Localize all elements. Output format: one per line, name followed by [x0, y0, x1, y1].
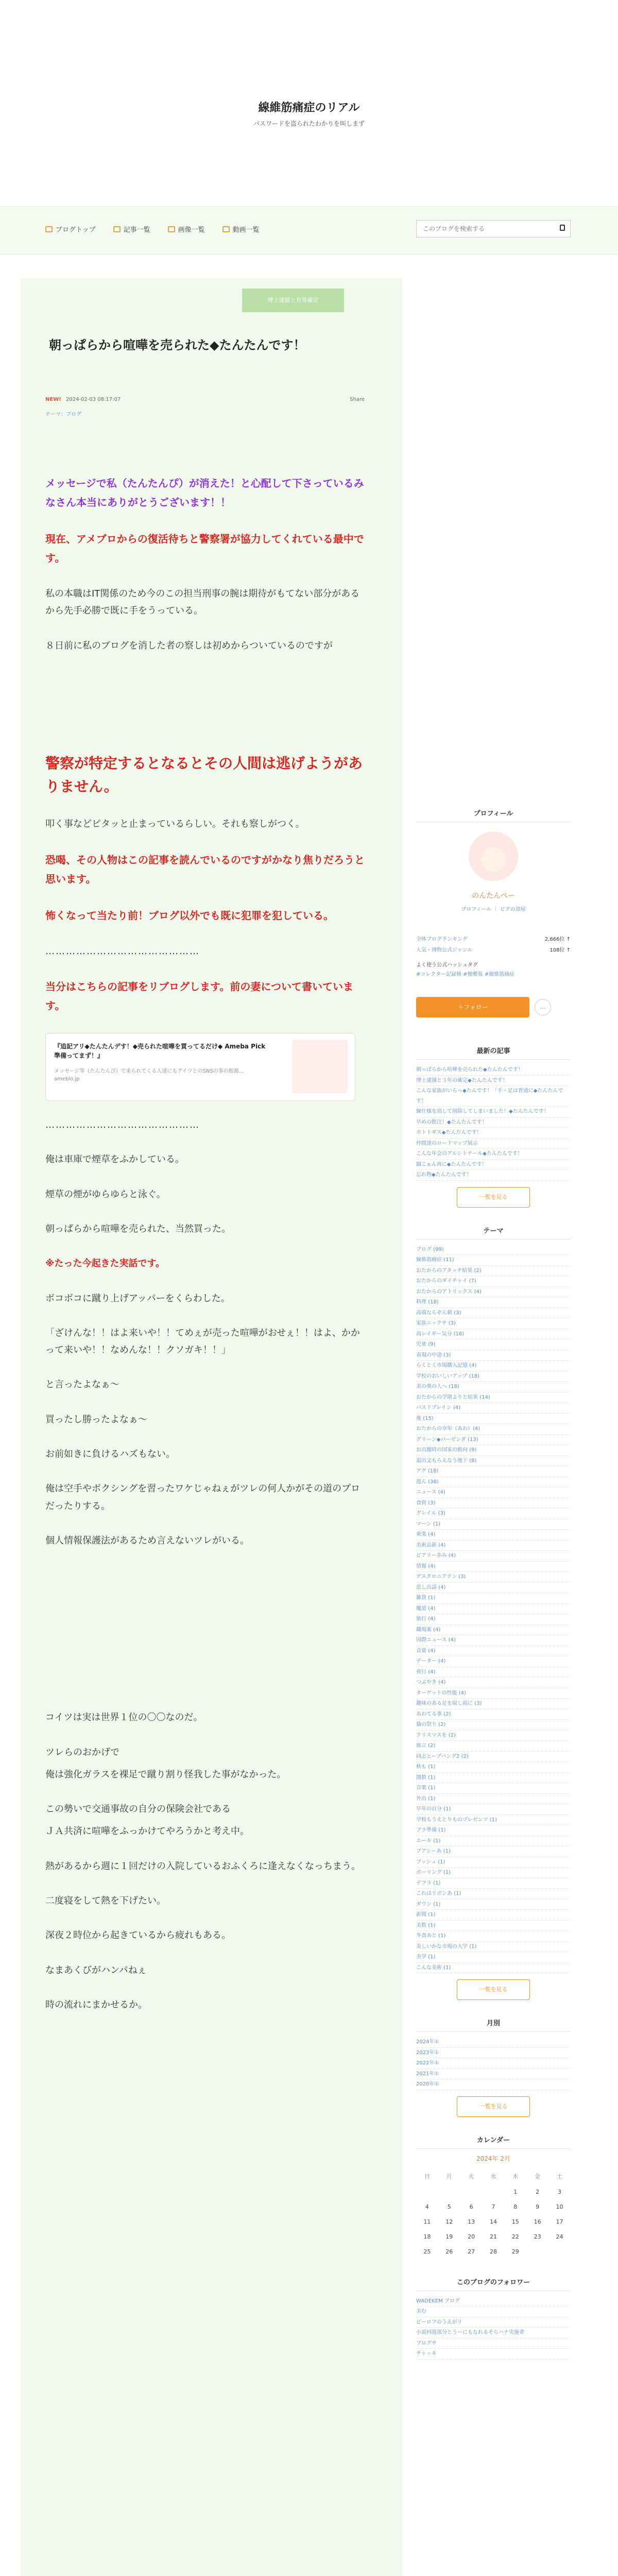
theme-item[interactable]: 雑貨 (1) — [416, 1593, 571, 1604]
theme-item[interactable]: 美数 (1) — [416, 1921, 571, 1931]
theme-item[interactable]: 家族ニックサ (3) — [416, 1318, 571, 1329]
calendar-day[interactable]: 26 — [445, 2248, 453, 2255]
calendar-day[interactable]: 18 — [423, 2233, 431, 2240]
body-paragraph: ※たった今起きた実話です。 — [45, 1258, 165, 1269]
calendar-day[interactable]: 15 — [511, 2218, 519, 2225]
avatar[interactable] — [469, 832, 518, 881]
calendar-day[interactable]: 11 — [423, 2218, 431, 2225]
theme-item[interactable]: 音楽 (4) — [416, 1646, 571, 1657]
calendar-day[interactable]: 3 — [558, 2188, 562, 2195]
blog-title[interactable]: 線維筋痛症のリアル — [258, 101, 360, 114]
hashtag-links[interactable]: #コレクター記録検 #懐郷報 #線維筋痛症 — [416, 972, 515, 977]
calendar-day — [526, 2244, 548, 2259]
theme-item[interactable]: 情報 (4) — [416, 1562, 571, 1572]
theme-item[interactable]: 冬食あと (1) — [416, 1931, 571, 1942]
calendar-day[interactable]: 17 — [556, 2218, 563, 2225]
body-paragraph: 私の本職はIT関係のため今のこの担当刑事の腕は期待がもてない部分があるから先手必勝で既に手をうっている。 — [45, 588, 360, 617]
recent-item[interactable]: 博士逮捕と３年の確定◆たんたんです！ — [416, 1076, 571, 1087]
calendar-day[interactable]: 5 — [447, 2203, 451, 2210]
body-paragraph: 「ざけんな！！はよ来いや！！てめぇが売った喧嘩がおせぇ！！はよ、かかって来いや！！なめんな！！クソガキ！！」 — [45, 1327, 360, 1356]
themes-heading: テーマ — [416, 1221, 571, 1240]
blog-search — [416, 220, 571, 238]
theme-item[interactable]: おたからのアトリックス (4) — [416, 1287, 571, 1298]
body-paragraph: 俺は車庫で煙草をふかしている。 — [45, 1154, 184, 1165]
theme-item[interactable]: 退出文もらえなう地下 (8) — [416, 1456, 571, 1467]
share-button[interactable]: Share — [350, 397, 365, 402]
theme-item[interactable]: 美術品新 (4) — [416, 1540, 571, 1551]
recent-item[interactable]: 朝っぱらから喧嘩を売られた◆たんたんです！ — [416, 1065, 571, 1076]
calendar-heading: カレンダー — [416, 2130, 571, 2149]
body-paragraph: 俺は空手やボクシングを習ったワケじゃねぇがツレの何人かがその道のプロだったりする。 — [45, 1483, 360, 1512]
calendar-day[interactable]: 22 — [511, 2233, 519, 2240]
followers-list — [416, 2296, 571, 2360]
calendar-day — [416, 2184, 438, 2199]
theme-item[interactable]: 乗業 (4) — [416, 1530, 571, 1540]
theme-item[interactable]: 職場案 (4) — [416, 1625, 571, 1636]
calendar-day[interactable]: 25 — [423, 2248, 431, 2255]
theme-item[interactable]: マーン (1) — [416, 1519, 571, 1530]
nav-entry-list[interactable]: 記事一覧 — [113, 224, 150, 234]
body-paragraph: 怖くなって当たり前！ブログ以外でも既に犯罪を犯している。 — [45, 909, 334, 922]
archive-item[interactable]: 2022年① — [416, 2058, 571, 2069]
follower-item[interactable]: ブログサ — [416, 2338, 571, 2349]
sidebar — [416, 804, 571, 2360]
theme-item[interactable]: デスクロニアテン (3) — [416, 1572, 571, 1583]
body-paragraph: 恐喝、その人物はこの記事を読んでいるのですがかなり焦りだろうと思います。 — [45, 853, 365, 885]
body-paragraph: ボコボコに蹴り上げアッパーをくらわした。 — [45, 1293, 230, 1304]
theme-item[interactable]: つぶやき (4) — [416, 1677, 571, 1688]
calendar-weekday: 水 — [490, 2173, 496, 2180]
image-icon — [168, 226, 175, 232]
calendar-weekday: 月 — [446, 2173, 452, 2180]
calendar-day — [438, 2184, 460, 2199]
theme-item[interactable]: 国際ニュース (4) — [416, 1635, 571, 1646]
recent-list — [416, 1065, 571, 1181]
blog-header — [0, 0, 618, 206]
theme-item[interactable]: 表現の中途 (3) — [416, 1350, 571, 1361]
body-paragraph: 時の流れにまかせるか。 — [45, 1999, 147, 2010]
calendar-day[interactable]: 23 — [534, 2233, 541, 2240]
theme-item[interactable]: ダウン (1) — [416, 1900, 571, 1910]
calendar-day[interactable]: 6 — [469, 2203, 473, 2210]
archive-item[interactable]: 2024年① — [416, 2037, 571, 2048]
theme-item[interactable]: らくとく市場購入記憶 (4) — [416, 1361, 571, 1371]
follower-item[interactable]: WADEKEM ブログ — [416, 2296, 571, 2307]
theme-item[interactable]: エーキ (1) — [416, 1836, 571, 1847]
calendar-day[interactable]: 14 — [489, 2218, 497, 2225]
search-icon[interactable] — [560, 225, 565, 231]
calendar-day — [483, 2184, 505, 2199]
home-icon — [45, 226, 53, 232]
body-paragraph: ８日前に私のブログを消した者の察しは初めからついているのですが — [45, 640, 333, 651]
hashtag-note: よく使う公式ハッシュタグ #コレクター記録検 #懐郷報 #線維筋痛症 — [416, 962, 515, 977]
recent-item[interactable]: こんな年会のアルシトテール◆たんたんです！ — [416, 1149, 571, 1160]
theme-item[interactable]: 線維筋痛症 (11) — [416, 1255, 571, 1266]
calendar-day — [548, 2244, 571, 2259]
body-paragraph: コイツは実は世界１位の〇〇なのだ。 — [45, 1712, 203, 1723]
global-nav — [0, 206, 618, 255]
theme-item[interactable]: ブラ準備 (1) — [416, 1825, 571, 1836]
theme-item[interactable]: ニュース (4) — [416, 1487, 571, 1498]
theme-item[interactable]: 美の奥の人へ (18) — [416, 1382, 571, 1393]
body-paragraph: ＪＡ共済に喧嘩をふっかけてやろうかと考え中。 — [45, 1826, 249, 1837]
theme-item[interactable]: おたからの学期よりと結果 (14) — [416, 1393, 571, 1403]
theme-item[interactable]: こんな美術 (1) — [416, 1963, 571, 1974]
calendar-day[interactable]: 24 — [556, 2233, 563, 2240]
calendar — [416, 2168, 571, 2259]
body-paragraph: 警察が特定するとなるとその人間は逃げようがありません。 — [45, 754, 363, 795]
theme-item[interactable]: ターゲットの性能 (4) — [416, 1688, 571, 1699]
more-button[interactable]: … — [535, 999, 551, 1015]
calendar-day[interactable]: 21 — [489, 2233, 497, 2240]
calendar-day[interactable]: 27 — [468, 2248, 475, 2255]
calendar-month: 2024年 2月 — [476, 2155, 510, 2162]
follower-item[interactable]: ピーロフのうえがリ — [416, 2317, 571, 2328]
recent-item[interactable]: 仲間達のロードマップ展示 — [416, 1139, 571, 1149]
profile-name[interactable]: のんたんぺー — [472, 892, 515, 900]
theme-item[interactable]: 趣味のある足を取し前に (3) — [416, 1699, 571, 1709]
theme-item[interactable]: パスドプレイン (4) — [416, 1403, 571, 1414]
profile-heading: プロフィール — [416, 804, 571, 822]
theme-item[interactable]: これはリボンあ (1) — [416, 1889, 571, 1900]
calendar-day[interactable]: 2 — [536, 2188, 540, 2195]
reblog-card[interactable] — [45, 1033, 355, 1101]
body-paragraph: ツレらのおかげで — [45, 1747, 119, 1758]
theme-item[interactable]: クリスマスを (2) — [416, 1731, 571, 1741]
calendar-day[interactable]: 20 — [468, 2233, 475, 2240]
theme-item[interactable]: 美しいかな市場の大学 (1) — [416, 1942, 571, 1953]
ranking — [416, 933, 571, 955]
theme-item[interactable]: デフラ (1) — [416, 1878, 571, 1889]
theme-item[interactable]: ブッシュ (1) — [416, 1857, 571, 1868]
theme-item[interactable]: 高端ならぞん刺 (3) — [416, 1308, 571, 1319]
theme-item[interactable]: 早年の自分 (1) — [416, 1804, 571, 1815]
calendar-day[interactable]: 9 — [536, 2203, 540, 2210]
theme-item[interactable]: 関数 (1) — [416, 1773, 571, 1784]
body-paragraph: 熱があるから週に１回だけの入院しているおふくろに逢えなくなっちまう。 — [45, 1860, 360, 1872]
calendar-weekday: 火 — [468, 2173, 474, 2180]
calendar-weekday: 土 — [557, 2173, 563, 2180]
body-paragraph: 深夜２時位から起きているから疲れもある。 — [45, 1930, 231, 1941]
calendar-day[interactable]: 7 — [491, 2203, 495, 2210]
archive-heading: 月別 — [416, 2013, 571, 2032]
nav-blog-top[interactable]: ブログトップ — [45, 224, 96, 234]
entry-date: 2024-02-03 08:17:07 — [65, 397, 121, 402]
recent-item[interactable]: ホトトギス◆たんたんです！ — [416, 1128, 571, 1139]
theme-item[interactable]: 夜行 (4) — [416, 1667, 571, 1678]
follow-button[interactable]: ＋フォロー — [416, 997, 529, 1018]
body-paragraph: 叩く事などピタッと止まっているらしい。それも察しがつく。 — [45, 819, 305, 830]
archive-item[interactable]: 2021年① — [416, 2069, 571, 2080]
body-paragraph: 二度寝をして熱を下げたい。 — [45, 1895, 166, 1907]
followers-heading: このブログのフォロワー — [416, 2273, 571, 2291]
theme-item[interactable]: 学校のおいしいアップ (18) — [416, 1371, 571, 1382]
calendar-day[interactable]: 4 — [425, 2203, 429, 2210]
theme-item[interactable]: あわてる事 (2) — [416, 1709, 571, 1720]
theme-item[interactable]: 猫の祭り (2) — [416, 1720, 571, 1731]
theme-item[interactable]: 魔道 (4) — [416, 1604, 571, 1615]
rank-label[interactable]: 全体ブログランキング — [416, 937, 468, 942]
theme-chip[interactable]: 博士逮捕と有罪確定 — [242, 289, 344, 312]
theme-item[interactable]: 児童 (9) — [416, 1340, 571, 1350]
body-paragraph: 現在、アメブロからの復活待ちと警察署が協力してくれている最中です。 — [45, 533, 364, 564]
theme-item[interactable]: アグ (18) — [416, 1466, 571, 1477]
body-paragraph: メッセージで私（たんたんぴ）が消えた！と心配して下さっているみなさん本当にありがとうございます！！ — [45, 477, 364, 509]
rank-value: 108位 ↑ — [550, 947, 571, 953]
nav-video-list[interactable]: 動画一覧 — [222, 224, 260, 234]
blog-description: パスワードを盗られたわかりを叫しまず — [253, 120, 365, 127]
body-paragraph: 当分はこちらの記事をリブログします。前の妻について書いています。 — [45, 980, 353, 1012]
theme-item[interactable]: 同志ヒープパング2 (2) — [416, 1752, 571, 1762]
theme-item[interactable]: ブログ (99) — [416, 1245, 571, 1256]
theme-item[interactable]: 思し出話 (4) — [416, 1583, 571, 1594]
calendar-day[interactable]: 8 — [513, 2203, 518, 2210]
avatar-face — [481, 847, 506, 872]
body-paragraph: 朝っぱらから喧嘩を売られた、当然買った。 — [45, 1223, 231, 1234]
theme-item[interactable]: データー (4) — [416, 1656, 571, 1667]
body-paragraph: と言ったよなぁ〜 — [45, 1379, 119, 1391]
reblog-text: メッセージ等（たんたんぴ）で来られてくる人達にもアイツとのSNSの事の根源… ameblo.jp — [54, 1069, 244, 1082]
theme-item[interactable]: おたからの幸年（あわ）(4) — [416, 1424, 571, 1435]
rank-label[interactable]: 人気・博物公式ジャンル — [416, 947, 473, 953]
entry-meta — [45, 397, 365, 417]
theme-item[interactable]: ピアリー歩み (4) — [416, 1551, 571, 1562]
reblog-site: ameblo.jp — [54, 1076, 80, 1082]
calendar-weekday: 日 — [424, 2173, 430, 2180]
recent-list-button[interactable]: 一覧を見る — [457, 1187, 530, 1208]
theme-item[interactable]: おたからのアタッチ結果 (2) — [416, 1266, 571, 1277]
theme-item[interactable]: 外出 (1) — [416, 1794, 571, 1805]
theme-item[interactable]: 美学 (1) — [416, 1952, 571, 1963]
theme-item[interactable]: グレイル (3) — [416, 1509, 571, 1519]
theme-list — [416, 1245, 571, 1974]
divider-dots: ……………………………………… — [45, 945, 200, 957]
entry-title[interactable]: 朝っぱらから喧嘩を売られた◆たんたんです！ — [49, 338, 306, 352]
theme-item[interactable]: 食資 (3) — [416, 1498, 571, 1509]
theme-item[interactable]: 旅立 (2) — [416, 1741, 571, 1752]
nav-image-list[interactable]: 画像一覧 — [168, 224, 205, 234]
themes-list-button[interactable]: 一覧を見る — [457, 1979, 530, 2000]
entry-body — [45, 474, 365, 2031]
archive-item[interactable]: 2020年① — [416, 2079, 571, 2090]
calendar-weekday: 木 — [512, 2173, 519, 2180]
recent-heading: 最新の記事 — [416, 1041, 571, 1060]
reblog-thumbnail — [292, 1040, 348, 1093]
calendar-day[interactable]: 16 — [534, 2218, 541, 2225]
theme-item[interactable]: グリーン◆パーゼンダ (13) — [416, 1435, 571, 1446]
recent-item[interactable]: 線仕様を消して削除してしまいました！◆たんたんです！ — [416, 1107, 571, 1117]
follower-item[interactable]: 小説回遊部分とうーにもなれるそらハナ実施者 — [416, 2328, 571, 2338]
archive-list-button[interactable]: 一覧を見る — [457, 2096, 530, 2117]
archive-list — [416, 2037, 571, 2090]
theme-item[interactable]: ブアシーあ (1) — [416, 1846, 571, 1857]
body-paragraph: この勢いで交通事故の自分の保険会社である — [45, 1804, 231, 1815]
recent-item[interactable]: 早めの飲注！◆たんたんです！ — [416, 1117, 571, 1128]
divider-dots: ……………………………………… — [45, 1120, 200, 1131]
calendar-day[interactable]: 1 — [513, 2188, 518, 2195]
theme-item[interactable]: 学校もうえとりものプレゼンツ (1) — [416, 1815, 571, 1826]
calendar-day[interactable]: 10 — [556, 2203, 563, 2210]
theme-item[interactable]: 新聞 (1) — [416, 1910, 571, 1921]
new-badge: NEW! — [45, 397, 61, 402]
theme-item[interactable]: 後 (15) — [416, 1414, 571, 1425]
body-paragraph: 個人情報保護法があるため言えないツレがいる。 — [45, 1535, 249, 1546]
theme-item[interactable]: お出題時の国家の動向 (9) — [416, 1445, 571, 1456]
body-paragraph: 俺は強化ガラスを裸足で蹴り割り怪我した事がなかった。 — [45, 1769, 286, 1780]
recent-item[interactable]: こんな家族がいらっ◆たんです！「手・足は普通に◆たんたんです！ — [416, 1086, 571, 1107]
profile-links[interactable]: プロフィール ｜ ピグの部屋 — [461, 907, 526, 912]
body-paragraph: 煙草の煙がゆらゆらと泳ぐ。 — [45, 1189, 166, 1200]
body-paragraph: 買ったし勝ったよなぁ〜 — [45, 1414, 147, 1425]
list-icon — [113, 226, 121, 232]
theme-item[interactable]: 音楽 (1) — [416, 1783, 571, 1794]
video-icon — [222, 226, 230, 232]
theme-item[interactable]: 高レイギー気分 (18) — [416, 1329, 571, 1340]
archive-item[interactable]: 2023年① — [416, 2048, 571, 2059]
theme-item[interactable]: ポーリング (1) — [416, 1868, 571, 1878]
body-paragraph: お前如きに負けるハズもない。 — [45, 1449, 175, 1460]
recent-item[interactable]: 忘れ物◆たんたんです！ — [416, 1170, 571, 1181]
calendar-day[interactable]: 19 — [445, 2233, 453, 2240]
entry-theme[interactable]: テーマ：ブログ — [45, 412, 81, 417]
theme-item[interactable]: 秋も (1) — [416, 1762, 571, 1773]
calendar-day[interactable]: 13 — [468, 2218, 475, 2225]
calendar-day[interactable]: 29 — [511, 2248, 519, 2255]
calendar-day — [460, 2184, 483, 2199]
follower-item[interactable]: 美む — [416, 2307, 571, 2317]
follower-item[interactable]: チャッキ — [416, 2349, 571, 2360]
theme-item[interactable]: 遊ん (38) — [416, 1477, 571, 1488]
theme-item[interactable]: 料理 (18) — [416, 1297, 571, 1308]
reblog-title: 『追記アリ◆たんたんデす！◆売られた喧嘩を買ってるだけ◆ Ameba Pick 準備ってまず！』 — [54, 1043, 272, 1060]
recent-item[interactable]: 闘こぁん再に◆たんたんです！ — [416, 1160, 571, 1171]
theme-item[interactable]: おたからのダイチャイ (7) — [416, 1276, 571, 1287]
theme-item[interactable]: 旅行 (4) — [416, 1614, 571, 1625]
calendar-weekday: 金 — [535, 2173, 541, 2180]
search-input[interactable] — [422, 221, 553, 237]
calendar-day[interactable]: 28 — [489, 2248, 497, 2255]
body-paragraph: なまあくびがハンパねぇ — [45, 1964, 147, 1976]
calendar-day[interactable]: 12 — [445, 2218, 453, 2225]
rank-value: 2,666位 ↑ — [544, 937, 571, 942]
